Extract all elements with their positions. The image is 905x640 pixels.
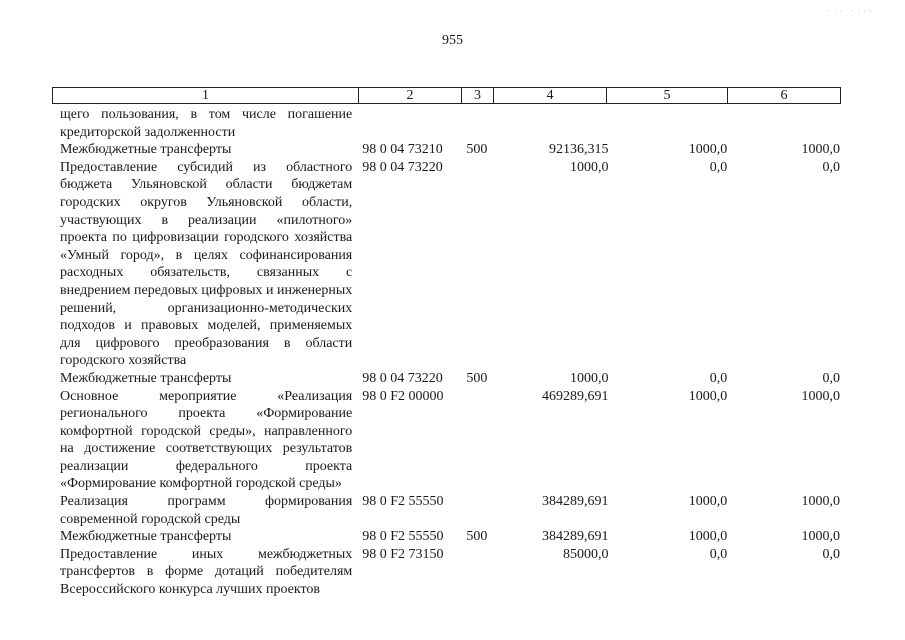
table-row — [60, 159, 840, 370]
row-code: 98 0 04 73210 — [362, 142, 443, 158]
header-col-2: 2 — [358, 88, 461, 103]
row-code: 98 0 F2 55550 — [362, 494, 444, 510]
row-code: 98 0 F2 73150 — [362, 546, 444, 562]
row-value-5 — [609, 106, 728, 141]
row-type — [460, 106, 507, 141]
row-name: Предоставление субсидий из областного бюджета Ульяновской области бюджетам городских округов Ульяновской области, участвующих в реализации «пилотного» проекта по цифровизации городского хозяйства «Умный город», в целях софинансирования расходных обязательств, связанных с внедрением передовых цифровых и инженерных решений, организационно-методических подходов и правовых моделей, применяемых для цифрового преобразования в области городского хозяйства — [60, 159, 353, 369]
row-code: 98 0 04 73220 — [362, 159, 443, 175]
header-col-4: 4 — [493, 88, 606, 103]
row-code: 98 0 04 73220 — [362, 370, 443, 386]
row-name: Реализация программ формирования современной городской среды — [60, 494, 353, 527]
table-row — [60, 106, 840, 141]
page-number: 955 — [442, 33, 463, 48]
row-value-5: 0,0 — [709, 370, 728, 386]
table-body — [60, 106, 840, 599]
row-type: 500 — [466, 370, 488, 386]
row-value-6: 0,0 — [822, 546, 840, 562]
row-value-5: 1000,0 — [688, 142, 728, 158]
table-row — [60, 493, 840, 528]
scan-marks: ··· ···· — [827, 6, 875, 16]
header-col-1: 1 — [202, 88, 209, 103]
table-row — [60, 546, 840, 599]
row-value-5: 1000,0 — [688, 529, 728, 545]
header-col-3: 3 — [461, 88, 493, 103]
table-row — [60, 141, 840, 159]
row-name: Основное мероприятие «Реализация регионального проекта «Формирование комфортной городской среды», направленного на достижение соответствующих результатов реализации федерального проекта «Формирование комфортной городской среды» — [60, 388, 353, 492]
row-value-5: 1000,0 — [688, 494, 728, 510]
header-col-5: 5 — [606, 88, 727, 103]
table-row — [60, 528, 840, 546]
row-value-5: 0,0 — [709, 546, 728, 562]
row-value-5: 1000,0 — [688, 388, 728, 404]
row-value-6: 0,0 — [822, 370, 840, 386]
row-type: 500 — [466, 529, 488, 545]
row-value-6 — [727, 106, 840, 141]
row-value-4 — [508, 106, 609, 141]
row-name: Межбюджетные трансферты — [60, 529, 232, 545]
row-type: 500 — [466, 142, 488, 158]
row-value-6: 1000,0 — [801, 529, 840, 545]
row-code — [352, 106, 460, 141]
row-value-4: 1000,0 — [570, 159, 609, 175]
row-name: Межбюджетные трансферты — [60, 142, 232, 158]
row-name: Межбюджетные трансферты — [60, 370, 232, 386]
row-type — [460, 493, 507, 528]
row-value-6: 0,0 — [822, 159, 840, 175]
row-value-6: 1000,0 — [801, 388, 840, 404]
row-value-5: 0,0 — [709, 159, 728, 175]
row-value-4: 1000,0 — [570, 370, 609, 386]
row-code: 98 0 F2 55550 — [362, 529, 444, 545]
row-name: Предоставление иных межбюджетных трансфертов в форме дотаций победителям Всероссийского конкурса лучших проектов — [60, 546, 353, 598]
row-value-4: 92136,315 — [549, 142, 609, 158]
row-value-4: 384289,691 — [542, 494, 609, 510]
row-value-4: 384289,691 — [542, 529, 609, 545]
row-value-4: 469289,691 — [542, 388, 609, 404]
table-header — [52, 87, 841, 104]
row-name: щего пользования, в том числе погашение кредиторской задолженности — [60, 107, 353, 140]
table-row — [60, 370, 840, 388]
row-type — [460, 546, 507, 599]
row-type — [460, 388, 507, 494]
row-value-4: 85000,0 — [563, 546, 609, 562]
row-type — [460, 159, 507, 370]
row-value-6: 1000,0 — [801, 142, 840, 158]
table-row — [60, 388, 840, 494]
header-col-6: 6 — [727, 88, 840, 103]
row-value-6: 1000,0 — [801, 494, 840, 510]
row-code: 98 0 F2 00000 — [362, 388, 444, 404]
